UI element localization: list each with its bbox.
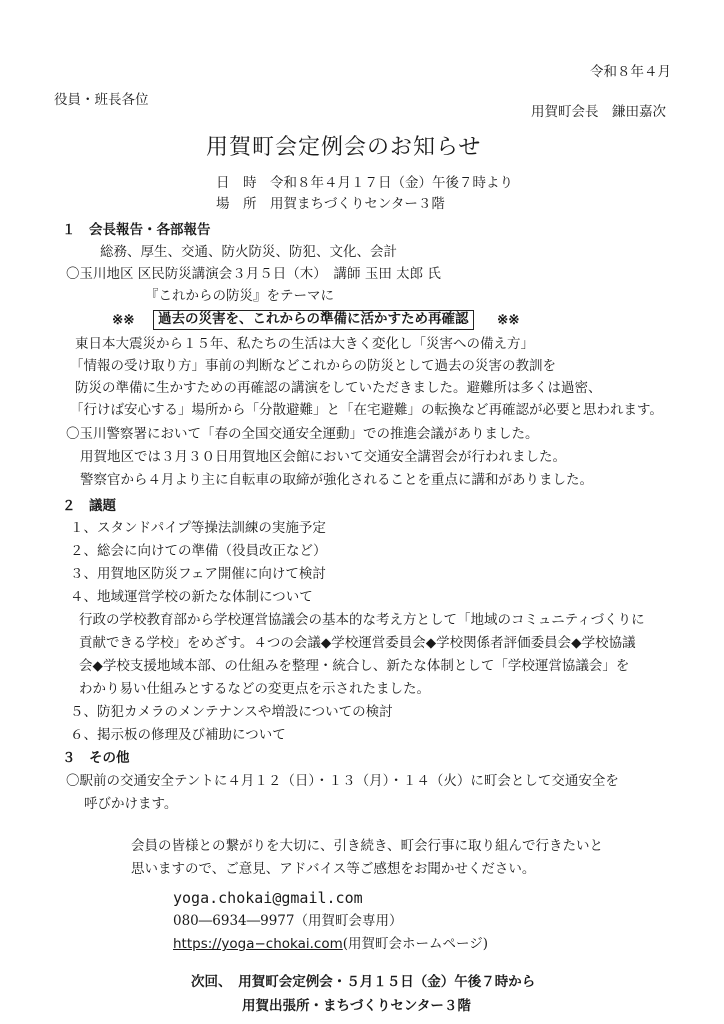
section3-heading: ３ その他 — [62, 750, 130, 766]
datetime-label: 日 時 — [216, 175, 257, 191]
meeting-datetime — [216, 177, 513, 191]
website-note: (用賀町会ホームページ) — [342, 936, 489, 952]
recipient-line: 役員・班長各位 — [54, 92, 149, 108]
contact-email[interactable]: yoga.chokai@gmail.com — [173, 889, 363, 907]
lecture-paragraph-line: 「行けば安心する」場所から「分散避難」と「在宅避難」の転換など再確認が必要と思われます。 — [70, 402, 663, 418]
agenda-detail-line: 行政の学校教育部から学校運営協議会の基本的な考え方として「地域のコミュニティづくりに — [79, 612, 645, 628]
meeting-place — [216, 198, 445, 212]
agenda-item: １、スタンドパイプ等操法訓練の実施予定 — [70, 520, 326, 536]
next-meeting-line: 次回、 用賀町会定例会・５月１５日（金）午後７時から — [191, 974, 536, 990]
issue-date: 令和８年４月 — [590, 64, 671, 80]
police-line: 用賀地区では３月３０日用賀地区会館において交通安全講習会が行われました。 — [80, 449, 566, 465]
sender-line: 用賀町会長 鎌田嘉次 — [531, 104, 666, 120]
place-label: 場 所 — [216, 196, 257, 212]
next-meeting-place: 用賀出張所・まちづくりセンター３階 — [242, 998, 471, 1014]
closing-line: 会員の皆様との繋がりを大切に、引き続き、町会行事に取り組んで行きたいと — [131, 838, 603, 854]
agenda-detail-line: 会◆学校支援地域本部、の仕組みを整理・統合し、新たな体制として「学校運営協議会」を — [79, 658, 630, 674]
section2-heading: ２ 議題 — [62, 498, 116, 514]
box-right-marks: ※※ — [497, 312, 520, 328]
other-line: 〇駅前の交通安全テントに４月１２（日）・１３（月）・１４（火）に町会として交通安全を — [66, 773, 619, 789]
other-line: 呼びかけます。 — [84, 796, 178, 812]
emphasis-box: 過去の災害を、これからの準備に活かすため再確認 — [153, 310, 474, 330]
section1-heading: １ 会長報告・各部報告 — [62, 222, 211, 238]
lecture-paragraph-line: 防災の準備に生かすための再確認の講演をしていただきました。避難所は多くは過密、 — [75, 380, 602, 396]
website-link[interactable]: https://yoga−chokai.com — [173, 936, 343, 952]
agenda-item: ５、防犯カメラのメンテナンスや増設についての検討 — [70, 704, 393, 720]
contact-website — [173, 938, 488, 952]
box-left-marks: ※※ — [112, 312, 135, 328]
datetime-value: 令和８年４月１７日（金）午後７時より — [270, 175, 513, 191]
agenda-detail-line: 貢献できる学校」をめざす。４つの会議◆学校運営委員会◆学校関係者評価委員会◆学校協議 — [79, 635, 636, 651]
theme-line: 『これからの防災』をテーマに — [145, 288, 334, 304]
document-title: 用賀町会定例会のお知らせ — [206, 135, 482, 160]
police-line: 警察官から４月より主に自転車の取締が強化されることを重点に講和がありました。 — [80, 472, 593, 488]
lecture-line: 〇玉川地区 区民防災講演会３月５日（木） 講師 玉田 太郎 氏 — [66, 266, 441, 282]
agenda-item: ６、掲示板の修理及び補助について — [70, 727, 286, 743]
agenda-detail-line: わかり易い仕組みとするなどの変更点を示されたました。 — [79, 681, 430, 697]
police-line: 〇玉川警察署において「春の全国交通安全運動」での推進会議がありました。 — [66, 426, 539, 442]
agenda-item: ４、地域運営学校の新たな体制について — [70, 589, 313, 605]
agenda-item: ２、総会に向けての準備（役員改正など） — [70, 543, 327, 559]
lecture-paragraph-line: 東日本大震災から１５年、私たちの生活は大きく変化し「災害への備え方」 — [75, 336, 534, 352]
agenda-item: ３、用賀地区防災フェア開催に向けて検討 — [70, 566, 326, 582]
departments-line: 総務、厚生、交通、防火防災、防犯、文化、会計 — [100, 244, 397, 260]
contact-phone: 080―6934―9977（用賀町会専用） — [173, 913, 403, 929]
lecture-paragraph-line: 「情報の受け取り方」事前の判断などこれからの防災として過去の災害の教訓を — [70, 358, 556, 374]
closing-line: 思いますので、ご意見、アドバイス等ご感想をお聞かせください。 — [131, 861, 536, 877]
place-value: 用賀まちづくりセンター３階 — [270, 196, 445, 212]
